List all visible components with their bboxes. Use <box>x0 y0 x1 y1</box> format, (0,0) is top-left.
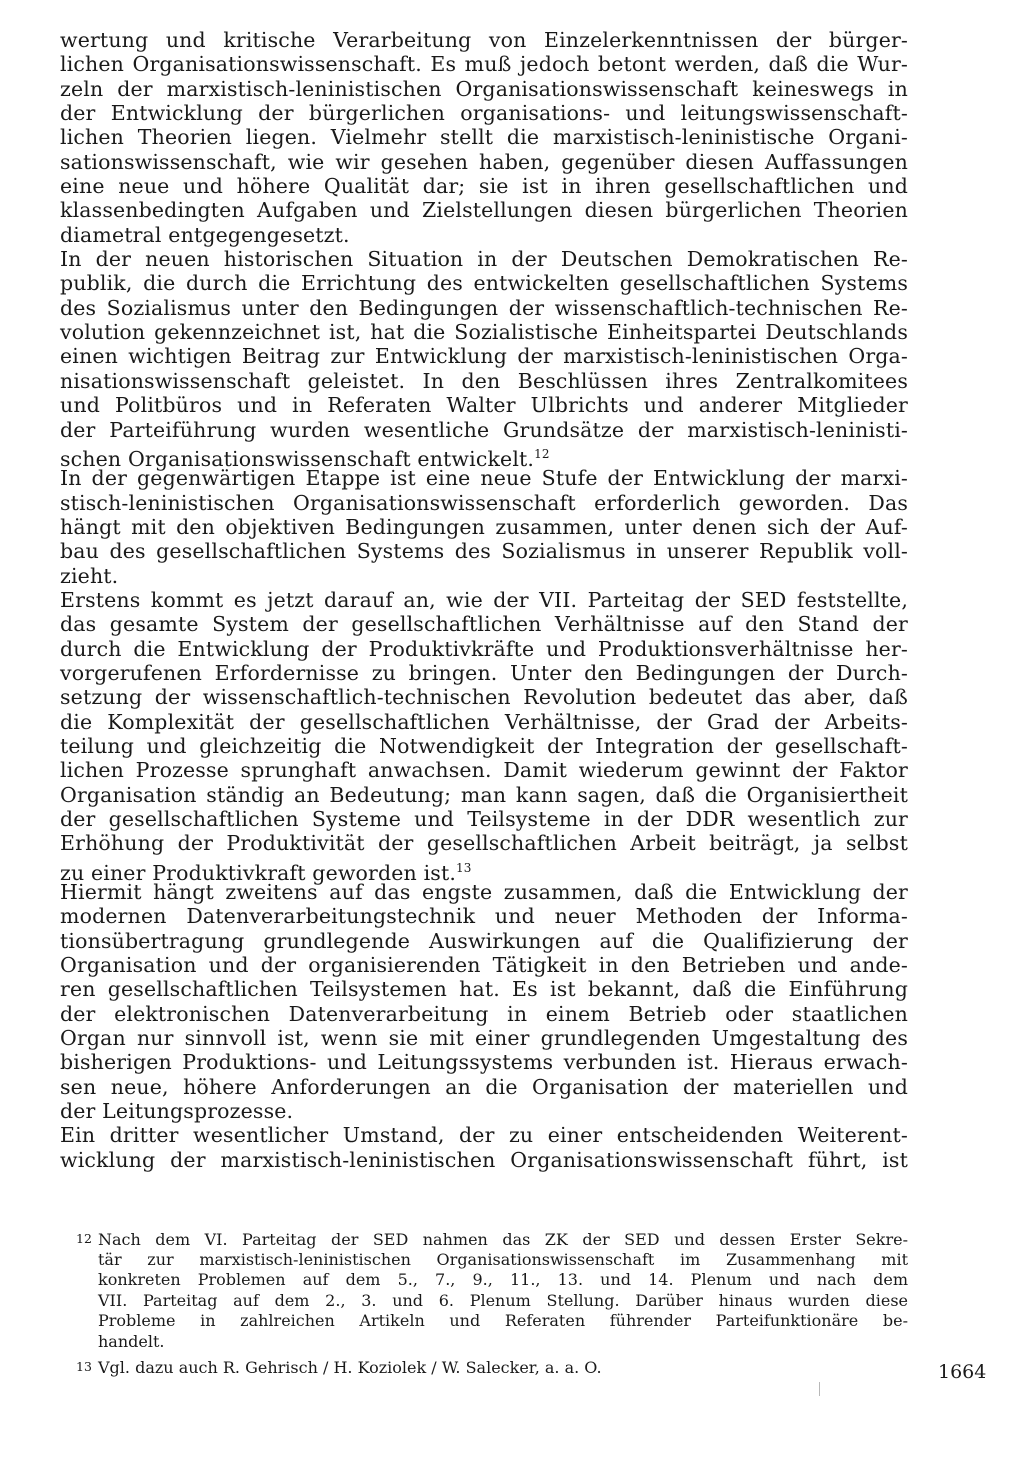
text-line: Erstens kommt es jetzt darauf an, wie der VII. Parteitag der SED feststellte, <box>60 587 908 612</box>
text-line-content: zu einer Produktivkraft geworden ist. <box>60 860 457 885</box>
text-line: Organisation ständig an Bedeutung; man kann sagen, daß die Organisiertheit <box>60 782 908 807</box>
text-line: Organ nur sinnvoll ist, wenn sie mit einer grundlegenden Umgestaltung des <box>60 1026 908 1051</box>
footnote-line: Probleme in zahlreichen Artikeln und Referaten führender Parteifunktionäre be- <box>98 1311 908 1331</box>
text-line: lichen Prozesse sprunghaft anwachsen. Damit wiederum gewinnt der Faktor <box>60 758 908 783</box>
text-line: bau des gesellschaftlichen Systems des Sozialismus in unserer Republik voll- <box>60 539 908 564</box>
text-line: tionsübertragung grundlegende Auswirkungen auf die Qualifizierung der <box>60 928 908 953</box>
text-line: des Sozialismus unter den Bedingungen der wissenschaftlich-technischen Re- <box>60 295 908 320</box>
text-line: setzung der wissenschaftlich-technischen Revolution bedeutet das aber, daß <box>60 685 908 710</box>
paragraph <box>60 247 908 471</box>
text-line: lichen Theorien liegen. Vielmehr stellt die marxistisch-leninistische Organi- <box>60 125 908 150</box>
text-line: sen neue, höhere Anforderungen an die Organisation der materiellen und <box>60 1074 908 1099</box>
paragraph <box>60 1123 908 1172</box>
footnote-line: handelt. <box>98 1331 165 1351</box>
text-line: durch die Entwicklung der Produktivkräfte und Produktionsverhältnisse her- <box>60 636 908 661</box>
footnote <box>76 1357 908 1378</box>
text-line <box>60 856 908 885</box>
text-line: volution gekennzeichnet ist, hat die Sozialistische Einheitspartei Deutschlands <box>60 320 908 345</box>
scan-artifact <box>819 1382 820 1396</box>
text-line: Organisation und der organisierenden Tätigkeit in den Betrieben und ande- <box>60 953 908 978</box>
text-line: die Komplexität der gesellschaftlichen Verhältnisse, der Grad der Arbeits- <box>60 709 908 734</box>
text-line: ren gesellschaftlichen Teilsystemen hat. Es ist bekannt, daß die Einführung <box>60 977 908 1002</box>
footnote-line: tär zur marxistisch-leninistischen Organisationswissenschaft im Zusammenhang mit <box>98 1249 908 1269</box>
footnote-number: 12 <box>76 1231 92 1246</box>
text-line-content: schen Organisationswissenschaft entwickelt. <box>60 446 535 471</box>
text-line: das gesamte System der gesellschaftlichen Verhältnisse auf den Stand der <box>60 612 908 637</box>
footnote-line: konkreten Problemen auf dem 5., 7., 9., 11., 13. und 14. Plenum und nach dem <box>98 1270 908 1290</box>
text-line: Erhöhung der Produktivität der gesellschaftlichen Arbeit beiträgt, ja selbst <box>60 831 908 856</box>
footnote-line: VII. Parteitag auf dem 2., 3. und 6. Plenum Stellung. Darüber hinaus wurden diese <box>98 1290 908 1310</box>
text-line: zeln der marxistisch-leninistischen Organisationswissenschaft keineswegs in <box>60 76 908 101</box>
text-line: sationswissenschaft, wie wir gesehen haben, gegenüber diesen Auffassungen <box>60 149 908 174</box>
text-line: diametral entgegengesetzt. <box>60 222 350 247</box>
text-line: klassenbedingten Aufgaben und Zielstellungen diesen bürgerlichen Theorien <box>60 198 908 223</box>
text-line: publik, die durch die Errichtung des entwickelten gesellschaftlichen Systems <box>60 271 908 296</box>
footnote-number: 13 <box>76 1358 92 1374</box>
footnote-text: Nach dem VI. Parteitag der SED nahmen das ZK der SED und dessen Erster Sekre- <box>98 1230 908 1249</box>
footnote-text: Vgl. dazu auch R. Gehrisch / H. Koziolek / W. Salecker, a. a. O. <box>98 1357 602 1377</box>
text-line <box>60 442 908 471</box>
text-line: der elektronischen Datenverarbeitung in einem Betrieb oder staatlichen <box>60 1001 908 1026</box>
text-line: teilung und gleichzeitig die Notwendigkeit der Integration der gesellschaft- <box>60 733 908 758</box>
paragraph <box>60 587 908 885</box>
footnote-reference[interactable]: 12 <box>534 446 550 461</box>
text-line: hängt mit den objektiven Bedingungen zusammen, unter denen sich der Auf- <box>60 514 908 539</box>
footnote <box>76 1229 908 1353</box>
paragraph <box>60 466 908 588</box>
text-line: modernen Datenverarbeitungstechnik und neuer Methoden der Informa- <box>60 904 908 929</box>
paragraph <box>60 880 908 1123</box>
text-line: lichen Organisationswissenschaft. Es muß jedoch betont werden, daß die Wur- <box>60 52 908 77</box>
text-line: In der gegenwärtigen Etappe ist eine neue Stufe der Entwicklung der marxi- <box>60 466 908 491</box>
text-line: nisationswissenschaft geleistet. In den Beschlüssen ihres Zentralkomitees <box>60 368 908 393</box>
page-number: 1664 <box>938 1361 987 1383</box>
text-line: zieht. <box>60 563 119 588</box>
text-line: und Politbüros und in Referaten Walter Ulbrichts und anderer Mitglieder <box>60 393 908 418</box>
text-line: der gesellschaftlichen Systeme und Teilsysteme in der DDR wesentlich zur <box>60 807 908 831</box>
text-line: der Parteiführung wurden wesentliche Grundsätze der marxistisch-leninisti- <box>60 417 908 442</box>
text-line: der Leitungsprozesse. <box>60 1099 294 1124</box>
footnote-line <box>76 1357 908 1378</box>
text-line: In der neuen historischen Situation in der Deutschen Demokratischen Re- <box>60 247 908 272</box>
footnote-line <box>76 1229 908 1250</box>
footnotes <box>76 1229 908 1377</box>
text-line: eine neue und höhere Qualität dar; sie ist in ihren gesellschaftlichen und <box>60 174 908 199</box>
text-line: wertung und kritische Verarbeitung von Einzelerkenntnissen der bürger- <box>60 28 908 52</box>
text-line: Hiermit hängt zweitens auf das engste zusammen, daß die Entwicklung der <box>60 880 908 905</box>
paragraph <box>60 28 908 247</box>
main-text <box>60 28 908 1172</box>
text-line: stisch-leninistischen Organisationswissenschaft erforderlich geworden. Das <box>60 490 908 515</box>
text-line: wicklung der marxistisch-leninistischen Organisationswissenschaft führt, ist <box>60 1147 908 1172</box>
text-line: einen wichtigen Beitrag zur Entwicklung der marxistisch-leninistischen Orga- <box>60 344 908 369</box>
text-line: der Entwicklung der bürgerlichen organisations- und leitungswissenschaft- <box>60 101 908 126</box>
footnote-reference[interactable]: 13 <box>456 860 472 875</box>
text-line: bisherigen Produktions- und Leitungssystems verbunden ist. Hieraus erwach- <box>60 1050 908 1075</box>
text-line: vorgerufenen Erfordernisse zu bringen. Unter den Bedingungen der Durch- <box>60 660 908 685</box>
text-line: Ein dritter wesentlicher Umstand, der zu einer entscheidenden Weiterent- <box>60 1123 908 1148</box>
